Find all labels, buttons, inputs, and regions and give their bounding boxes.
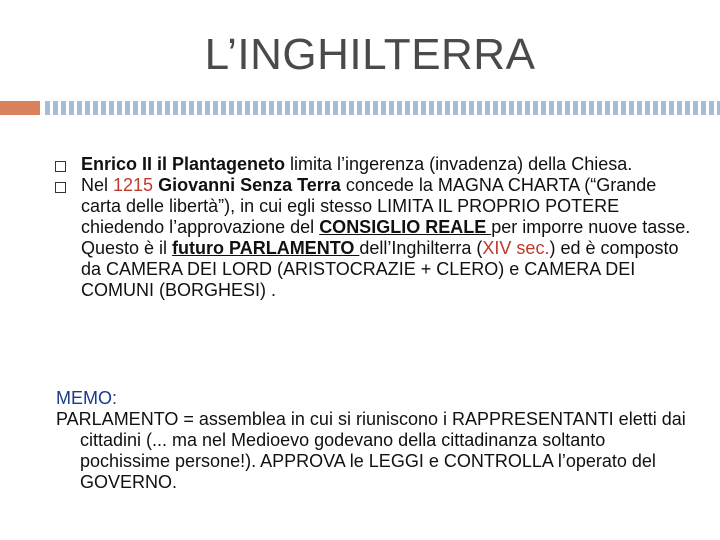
memo-text: PARLAMENTO = assemblea in cui si riuniscono i RAPPRESENTANTI eletti dai cittadini (... ma nel Medioevo godevano della cittadinanza soltanto pochissime persone!). APPROVA le LEGGI e CONTROLLA l’operato del GOVERNO.	[56, 409, 686, 492]
bullet-text: per imporre nuove tasse. Questo è il	[81, 217, 691, 258]
accent-bar	[0, 101, 40, 115]
century-highlight: XIV sec.	[482, 238, 550, 258]
bullet-bold-text: Enrico II il Plantageneto	[81, 154, 286, 174]
striped-bar	[45, 101, 720, 115]
checkbox-square-icon	[55, 161, 66, 172]
bullet-bold-text: Giovanni Senza Terra	[158, 175, 341, 195]
memo-label: MEMO:	[56, 388, 117, 408]
bullet-list	[55, 154, 695, 301]
title-divider-bar	[0, 101, 720, 115]
bullet-text: concede la MAGNA CHARTA (“Grande carta delle libertà”), in cui egli stesso LIMITA IL PROPRIO POTERE chiedendo l’approvazione del	[81, 175, 657, 237]
underlined-text: futuro PARLAMENTO	[172, 238, 360, 258]
bullet-text: dell’Inghilterra (	[359, 238, 483, 258]
bullet-item-magna-charta	[55, 175, 695, 301]
year-highlight: 1215	[113, 175, 154, 195]
bullet-text: ) ed è composto da CAMERA DEI LORD (ARISTOCRAZIE + CLERO) e CAMERA DEI COMUNI (BORGHESI) .	[81, 238, 679, 300]
slide-title: L’INGHILTERRA	[204, 30, 536, 79]
memo-section	[56, 388, 696, 493]
checkbox-square-icon	[55, 182, 66, 193]
bullet-item-enrico	[55, 154, 695, 175]
bullet-text: Nel	[81, 175, 114, 195]
underlined-text: CONSIGLIO REALE	[319, 217, 492, 237]
bullet-text: limita l’ingerenza (invadenza) della Chiesa.	[285, 154, 633, 174]
